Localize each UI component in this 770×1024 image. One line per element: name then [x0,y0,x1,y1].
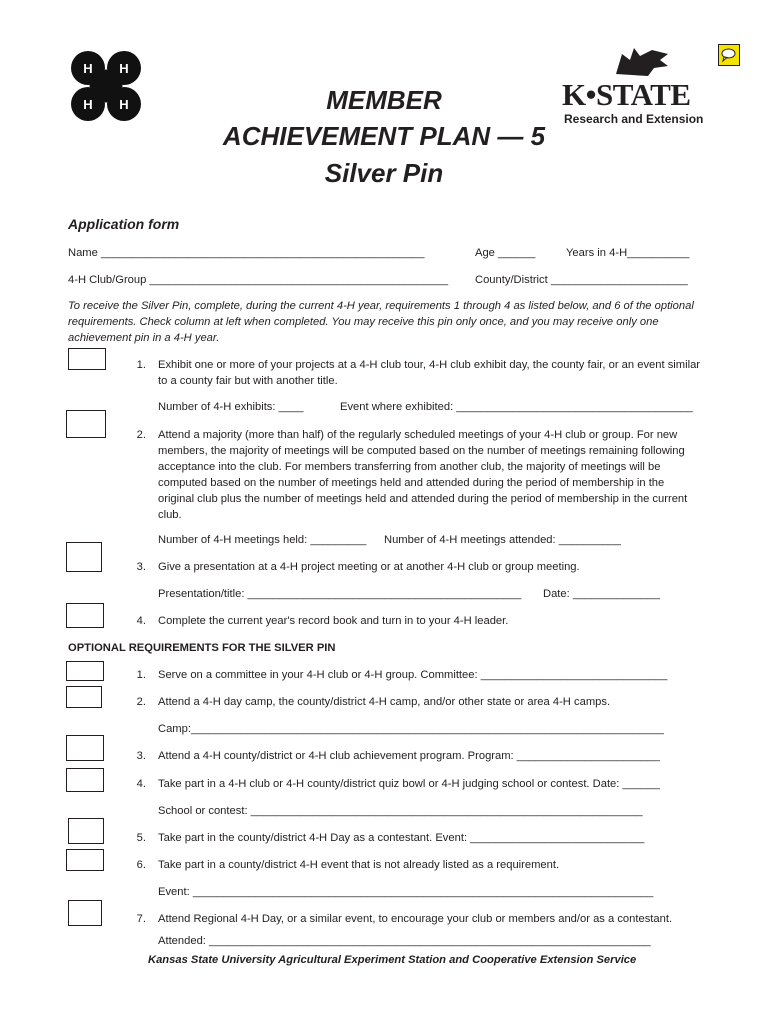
checkbox-req-4[interactable] [66,603,104,628]
opt-7-text: Attend Regional 4-H Day, or a similar event, to encourage your club or members and/or as a contestant. [158,913,673,925]
comment-icon[interactable] [718,44,740,66]
opt-3-number: 3. [136,750,146,762]
req-1-exhibits-field[interactable]: Number of 4-H exhibits: ____ [158,401,304,413]
opt-6-event-field[interactable]: Event: __________________________________________________________________________ [158,886,654,898]
opt-3-text[interactable]: Attend a 4-H county/district or 4-H club achievement program. Program: _______________________ [158,750,660,762]
wildcat-icon [612,44,672,80]
req-3-text: Give a presentation at a 4-H project meeting or at another 4-H club or group meeting. [158,561,580,573]
page-title-line-2: ACHIEVEMENT PLAN — 5 [222,121,546,151]
instructions: To receive the Silver Pin, complete, during the current 4-H year, requirements 1 through 4 as listed below, and 6 of the optional requirements. Check column at left when completed. You may receive this pin only once, and you may receive only one achievement pin in a 4-H year. [68,300,694,344]
page-title-line-1: MEMBER [326,85,442,115]
checkbox-opt-7[interactable] [68,900,102,926]
club-field[interactable]: 4-H Club/Group ________________________________________________ [68,274,449,286]
checkbox-opt-4[interactable] [66,768,104,792]
req-2-held-field[interactable]: Number of 4-H meetings held: _________ [158,534,367,546]
opt-4-number: 4. [136,778,146,790]
checkbox-opt-2[interactable] [66,686,102,708]
opt-2-camp-field[interactable]: Camp:____________________________________________________________________________ [158,723,664,735]
checkbox-opt-3[interactable] [66,735,104,761]
req-3-title-field[interactable]: Presentation/title: ____________________________________________ [158,588,522,600]
svg-text:H: H [119,97,129,112]
opt-1-text[interactable]: Serve on a committee in your 4-H club or 4-H group. Committee: ______________________________ [158,669,668,681]
opt-6-text: Take part in a county/district 4-H event that is not already listed as a requirement. [158,859,560,871]
optional-heading: OPTIONAL REQUIREMENTS FOR THE SILVER PIN [68,642,336,654]
checkbox-opt-6[interactable] [66,849,104,871]
req-3-number: 3. [136,561,146,573]
years-field[interactable]: Years in 4-H__________ [566,247,690,259]
checkbox-req-2[interactable] [66,410,106,438]
req-2-number: 2. [136,429,146,441]
checkbox-req-1[interactable] [68,348,106,370]
req-2-text: Attend a majority (more than half) of the regularly scheduled meetings of your 4-H club or group. For new members, the majority of meetings will be computed based on the number of meetings remaining following acceptance into the club. For members transferring from another club, the majority of meetings will be computed based on the number of meetings held and attended during the period of membership in the original club plus the number of meetings held and attended during the period of membership in the current club. [158,429,688,521]
opt-2-text: Attend a 4-H day camp, the county/district 4-H camp, and/or other state or area 4-H camps. [158,696,611,708]
name-field[interactable]: Name ____________________________________________________ [68,247,425,259]
req-1-event-field[interactable]: Event where exhibited: ______________________________________ [340,401,693,413]
opt-6-number: 6. [136,859,146,871]
county-field[interactable]: County/District ______________________ [475,274,688,286]
opt-5-text[interactable]: Take part in the county/district 4-H Day as a contestant. Event: ____________________________ [158,832,645,844]
footer-text: Kansas State University Agricultural Experiment Station and Cooperative Extension Service [148,954,637,966]
req-2-attended-field[interactable]: Number of 4-H meetings attended: __________ [384,534,621,546]
opt-7-number: 7. [136,913,146,925]
4h-clover-logo [64,44,148,128]
opt-7-attended-field[interactable]: Attended: _______________________________________________________________________ [158,935,651,947]
svg-text:H: H [119,61,129,76]
kstate-subtitle: Research and Extension [564,112,704,126]
req-4-text: Complete the current year's record book and turn in to your 4-H leader. [158,615,509,627]
opt-4-text[interactable]: Take part in a 4-H club or 4-H county/district quiz bowl or 4-H judging school or contest. Date: ______ [158,778,660,790]
req-1-text: Exhibit one or more of your projects at a 4-H club tour, 4-H club exhibit day, the county fair, or an event similar to a county fair but with another title. [158,359,701,387]
svg-text:H: H [83,61,93,76]
req-4-number: 4. [136,615,146,627]
opt-1-number: 1. [136,669,146,681]
checkbox-opt-5[interactable] [68,818,104,844]
req-1-number: 1. [136,359,146,371]
opt-4-school-field[interactable]: School or contest: _______________________________________________________________ [158,805,643,817]
kstate-wordmark: K•STATE [562,77,691,112]
checkbox-req-3[interactable] [66,542,102,572]
age-field[interactable]: Age ______ [475,247,536,259]
checkbox-opt-1[interactable] [66,661,104,681]
svg-text:H: H [83,97,93,112]
form-heading: Application form [68,216,180,232]
page-title-line-3: Silver Pin [324,158,444,188]
req-3-date-field[interactable]: Date: ______________ [543,588,660,600]
opt-5-number: 5. [136,832,146,844]
opt-2-number: 2. [136,696,146,708]
